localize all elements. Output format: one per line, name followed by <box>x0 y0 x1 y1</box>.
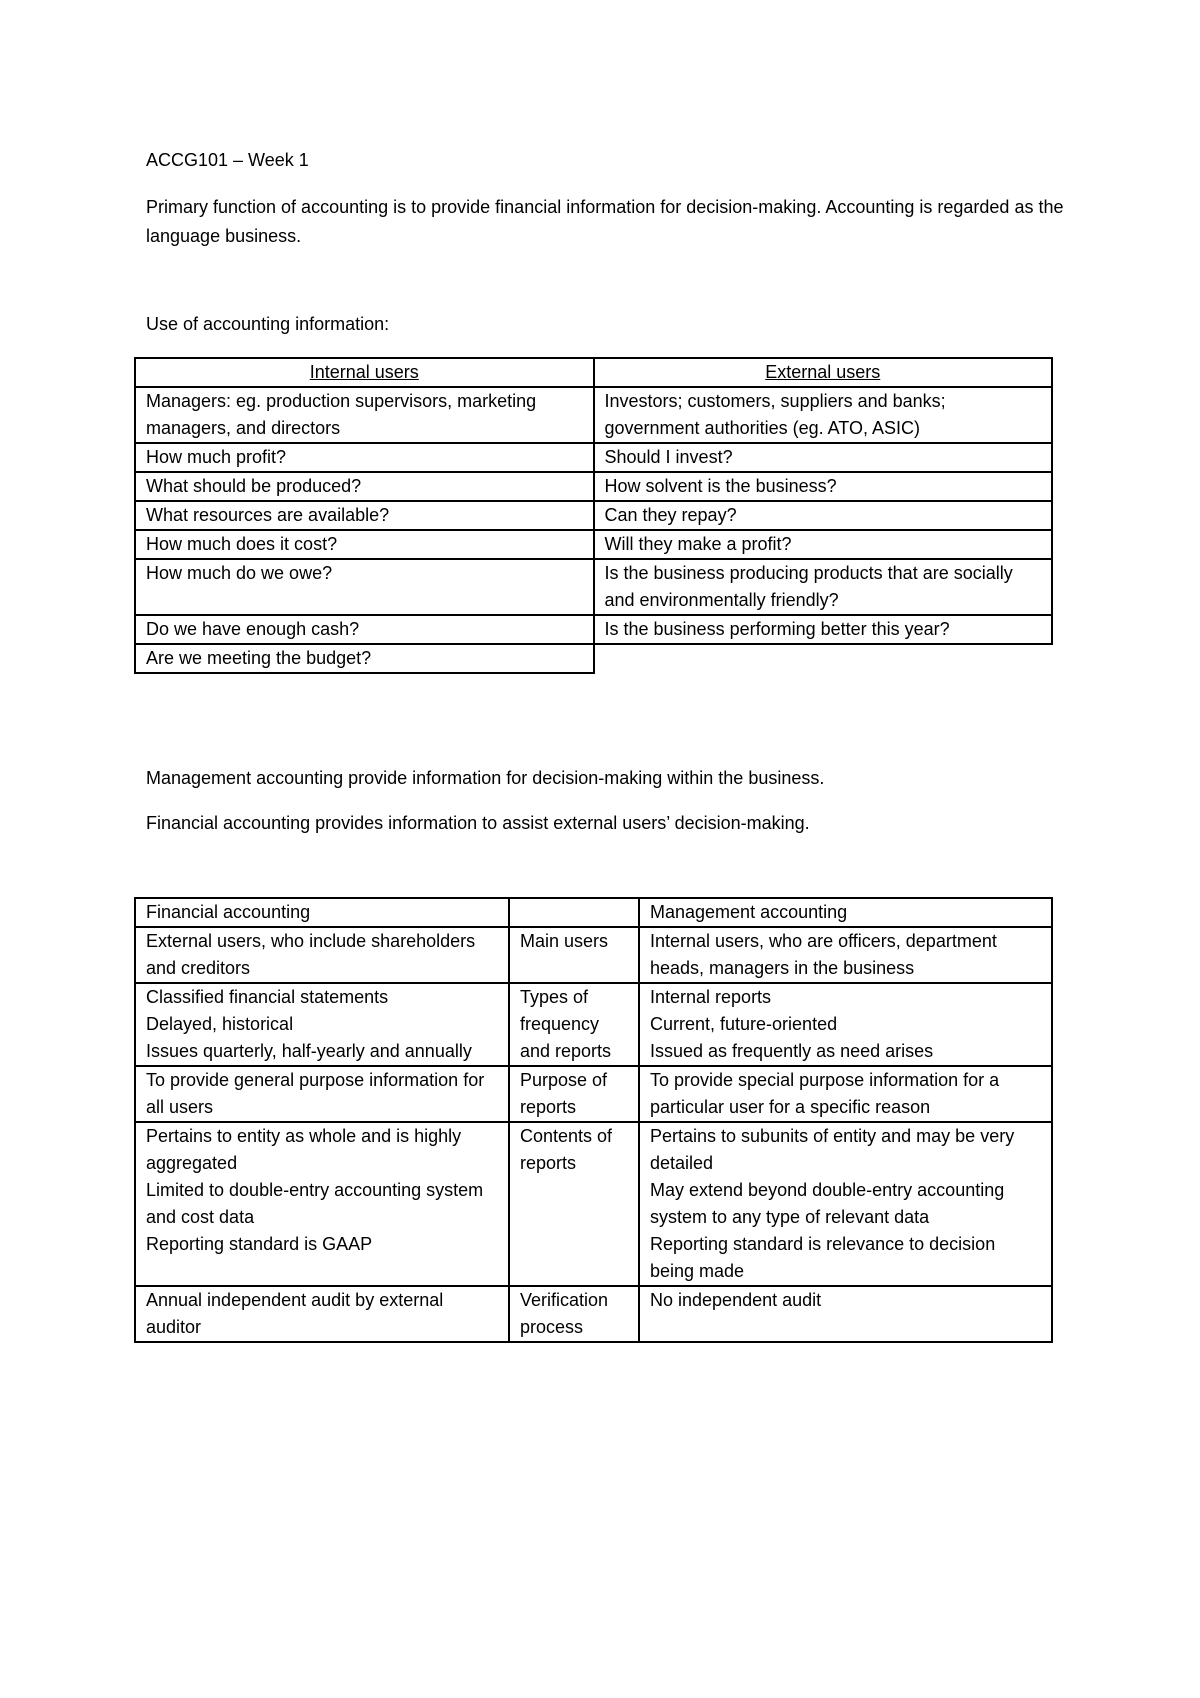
table-row <box>135 1286 1052 1342</box>
criteria-cell <box>509 1066 639 1122</box>
cell-line: Reporting standard is relevance to decision being made <box>650 1234 996 1281</box>
external-users-cell: How solvent is the business? <box>594 472 1053 501</box>
internal-users-cell: How much does it cost? <box>135 530 594 559</box>
cell-line: To provide general purpose information for all users <box>146 1070 485 1117</box>
criteria-cell <box>509 927 639 983</box>
internal-users-cell: How much do we owe? <box>135 559 594 615</box>
financial-cell <box>135 927 509 983</box>
external-users-cell <box>594 644 1053 673</box>
cell-line: Annual independent audit by external auditor <box>146 1290 444 1337</box>
internal-users-cell: What should be produced? <box>135 472 594 501</box>
table-row <box>135 559 1052 615</box>
comparison-table <box>134 897 1053 1343</box>
cell-line: Internal users, who are officers, department heads, managers in the business <box>650 931 997 978</box>
cell-line: Current, future-oriented <box>650 1014 838 1034</box>
cell-line: Classified financial statements <box>146 987 389 1007</box>
financial-cell <box>135 1122 509 1286</box>
financial-cell <box>135 1286 509 1342</box>
table-row <box>135 443 1052 472</box>
management-cell <box>639 1122 1052 1286</box>
cell-line: Purpose of reports <box>520 1070 608 1117</box>
financial-sentence: Financial accounting provides information to assist external users’ decision-making. <box>146 813 810 833</box>
external-users-cell: Should I invest? <box>594 443 1053 472</box>
cell-line: May extend beyond double-entry accounting system to any type of relevant data <box>650 1180 1005 1227</box>
criteria-cell <box>509 983 639 1066</box>
external-users-cell: Will they make a profit? <box>594 530 1053 559</box>
cell-line: Types of frequency and reports <box>520 987 612 1061</box>
intro-paragraph: Primary function of accounting is to provide financial information for decision-making. Accounting is regarded as the language business. <box>146 197 1064 246</box>
cell-line: Contents of reports <box>520 1126 613 1173</box>
cell-line: Verification process <box>520 1290 609 1337</box>
external-users-cell: Investors; customers, suppliers and banks; government authorities (eg. ATO, ASIC) <box>594 387 1053 443</box>
table-row <box>135 644 1052 673</box>
cell-line: Pertains to entity as whole and is highly aggregated <box>146 1126 462 1173</box>
users-table-header <box>135 358 1052 387</box>
cell-line: External users, who include shareholders and creditors <box>146 931 476 978</box>
cell-line: No independent audit <box>650 1290 822 1310</box>
criteria-cell <box>509 1286 639 1342</box>
internal-users-cell: Managers: eg. production supervisors, marketing managers, and directors <box>135 387 594 443</box>
table-row <box>135 927 1052 983</box>
users-table <box>134 357 1053 674</box>
cell-line: Main users <box>520 931 609 951</box>
financial-cell <box>135 983 509 1066</box>
management-cell <box>639 927 1052 983</box>
management-cell <box>639 1066 1052 1122</box>
external-users-cell: Is the business performing better this year? <box>594 615 1053 644</box>
header-blank <box>509 898 639 927</box>
table-row <box>135 530 1052 559</box>
internal-users-cell: How much profit? <box>135 443 594 472</box>
comparison-table-header <box>135 898 1052 927</box>
table-row <box>135 983 1052 1066</box>
use-heading: Use of accounting information: <box>146 314 390 334</box>
criteria-cell <box>509 1122 639 1286</box>
cell-line: Issues quarterly, half-yearly and annually <box>146 1041 472 1061</box>
table-row <box>135 501 1052 530</box>
management-sentence: Management accounting provide information for decision-making within the business. <box>146 768 825 788</box>
internal-users-cell: Do we have enough cash? <box>135 615 594 644</box>
cell-line: Reporting standard is GAAP <box>146 1234 373 1254</box>
cell-line: Issued as frequently as need arises <box>650 1041 934 1061</box>
table-row <box>135 387 1052 443</box>
management-cell <box>639 983 1052 1066</box>
cell-line: To provide special purpose information for a particular user for a specific reason <box>650 1070 1000 1117</box>
financial-cell <box>135 1066 509 1122</box>
cell-line: Internal reports <box>650 987 772 1007</box>
header-management-accounting: Management accounting <box>639 898 1052 927</box>
table-row <box>135 615 1052 644</box>
internal-users-cell: Are we meeting the budget? <box>135 644 594 673</box>
header-internal-users: Internal users <box>135 358 594 387</box>
cell-line: Delayed, historical <box>146 1014 294 1034</box>
management-cell <box>639 1286 1052 1342</box>
document-title: ACCG101 – Week 1 <box>146 150 309 170</box>
header-external-users: External users <box>594 358 1053 387</box>
table-row <box>135 472 1052 501</box>
internal-users-cell: What resources are available? <box>135 501 594 530</box>
table-row <box>135 1122 1052 1286</box>
table-row <box>135 1066 1052 1122</box>
cell-line: Limited to double-entry accounting system and cost data <box>146 1180 484 1227</box>
cell-line: Pertains to subunits of entity and may be very detailed <box>650 1126 1015 1173</box>
external-users-cell: Can they repay? <box>594 501 1053 530</box>
external-users-cell: Is the business producing products that are socially and environmentally friendly? <box>594 559 1053 615</box>
header-financial-accounting: Financial accounting <box>135 898 509 927</box>
